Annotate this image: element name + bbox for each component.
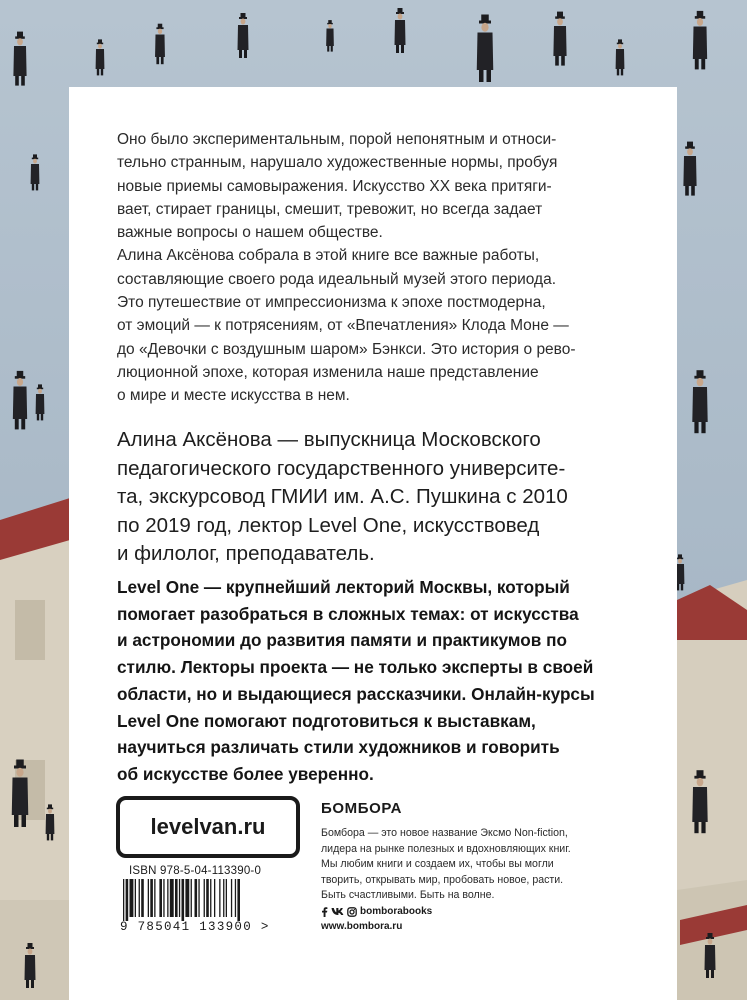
author-bio: Алина Аксёнова — выпускница Московского педагогического государственного университе- та, экскурсовод ГМИИ им. А.С. Пушкина с 2010 по 2019 год, лектор Level One, искусствовед и филолог, преподаватель. <box>117 428 568 565</box>
social-handle[interactable]: bomborabooks <box>360 906 433 917</box>
publisher-description: Бомбора — это новое название Эксмо Non-fiction, лидера на рынке полезных и вдохновляющих книг. Мы любим книги и создаем их, чтобы вы могли творить, открывать мир, пробовать новое, расти. Быть счастливыми. Быть на волне. <box>321 827 571 901</box>
barcode <box>121 879 291 921</box>
description-paragraph-1: Оно было экспериментальным, порой непонятным и относи- тельно странным, нарушало художественные нормы, пробуя новые приемы самовыражения. Искусство XX века притяги- вает, стирает границы, смешит, тревожит, но всегда задает важные вопросы о нашем обществе. <box>117 131 558 242</box>
back-cover-panel <box>69 87 677 1000</box>
publisher-name: БОМБОРА <box>321 800 403 817</box>
vk-icon[interactable] <box>331 907 344 916</box>
website-box[interactable] <box>116 796 300 858</box>
book-description <box>117 128 642 408</box>
publisher-website[interactable]: www.bombora.ru <box>321 921 403 932</box>
social-links[interactable] <box>321 906 432 917</box>
facebook-icon[interactable] <box>321 907 328 917</box>
instagram-icon[interactable] <box>347 907 357 917</box>
barcode-digits: 9 785041 133900 > <box>120 920 270 934</box>
level-one-promo: Level One — крупнейший лекторий Москвы, который помогает разобраться в сложных темах: от искусства и астрономии до развития памяти и практикумов по стилю. Лекторы проекта — не только эксперты в своей области, но и выдающиеся рассказчики. Онлайн-курсы Level One помогают подготовиться к выставкам, научиться различать стили художников и говорить об искусстве более уверенно. <box>117 577 595 784</box>
description-paragraph-2: Алина Аксёнова собрала в этой книге все важные работы, составляющие своего рода идеальный музей этого периода. <box>117 247 557 288</box>
isbn-label: ISBN 978-5-04-113390-0 <box>129 865 262 877</box>
website-label: levelvan.ru <box>150 814 266 839</box>
description-paragraph-3: Это путешествие от импрессионизма к эпохе постмодерна, от эмоций — к потрясениям, от «Впечатления» Клода Моне — до «Девочки с воздушным шаром» Бэнкси. Это история о рево- люционной эпохе, которая изменила наше представление о мире и месте искусства в нем. <box>117 294 576 405</box>
